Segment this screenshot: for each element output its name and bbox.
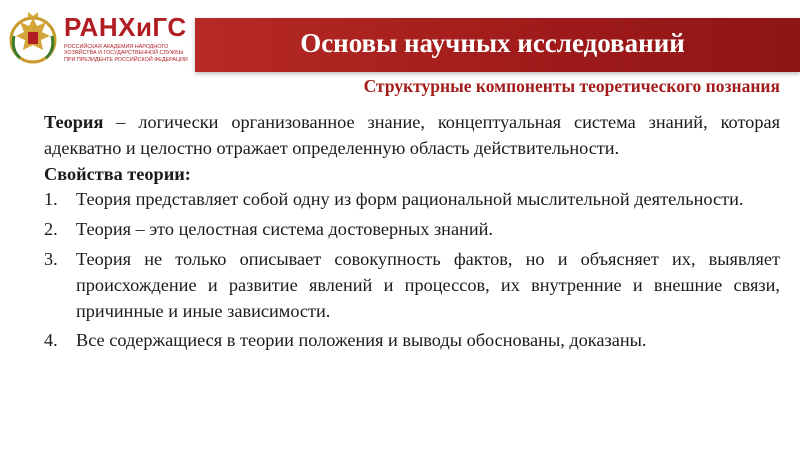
list-item xyxy=(44,247,780,324)
title-bar xyxy=(195,18,800,72)
list-item-number: 3. xyxy=(44,248,58,269)
brand-name: РАНХиГС xyxy=(64,12,187,42)
list-item-number: 2. xyxy=(44,219,58,240)
list-item-text: Теория – это целостная система достоверных знаний. xyxy=(76,219,493,240)
page-title: Основы научных исследований xyxy=(300,28,685,58)
eagle-emblem-icon xyxy=(8,10,58,68)
list-item xyxy=(44,217,780,243)
slide-content xyxy=(44,110,780,358)
properties-heading: Свойства теории: xyxy=(44,163,191,184)
definition-term: Теория xyxy=(44,112,104,132)
list-item-text: Теория представляет собой одну из форм рациональной мыслительной деятельности. xyxy=(76,189,744,210)
list-item-text: Теория не только описывает совокупность фактов, но и объясняет их, выявляет происхождение и развитие явлений и процессов, их внутренние и внешние связи, причинные и иные зависимости. xyxy=(76,248,780,321)
logo xyxy=(8,8,193,70)
definition-text: – логически организованное знание, концептуальная система знаний, которая адекватно и целостно отражает определенную область действительности. xyxy=(44,112,780,158)
properties-list xyxy=(44,187,780,354)
section-subtitle: Структурные компоненты теоретического познания xyxy=(363,76,780,96)
list-item-text: Все содержащиеся в теории положения и выводы обоснованы, доказаны. xyxy=(76,330,647,351)
list-item xyxy=(44,328,780,354)
list-item-number: 4. xyxy=(44,330,58,351)
definition-paragraph xyxy=(44,110,780,162)
brand-subtitle: РОССИЙСКАЯ АКАДЕМИЯ НАРОДНОГО ХОЗЯЙСТВА И ГОСУДАРСТВЕННОЙ СЛУЖБЫ ПРИ ПРЕЗИДЕНТЕ РОССИЙСКОЙ ФЕДЕРАЦИИ xyxy=(64,44,188,63)
list-item-number: 1. xyxy=(44,189,58,210)
list-item xyxy=(44,187,780,213)
